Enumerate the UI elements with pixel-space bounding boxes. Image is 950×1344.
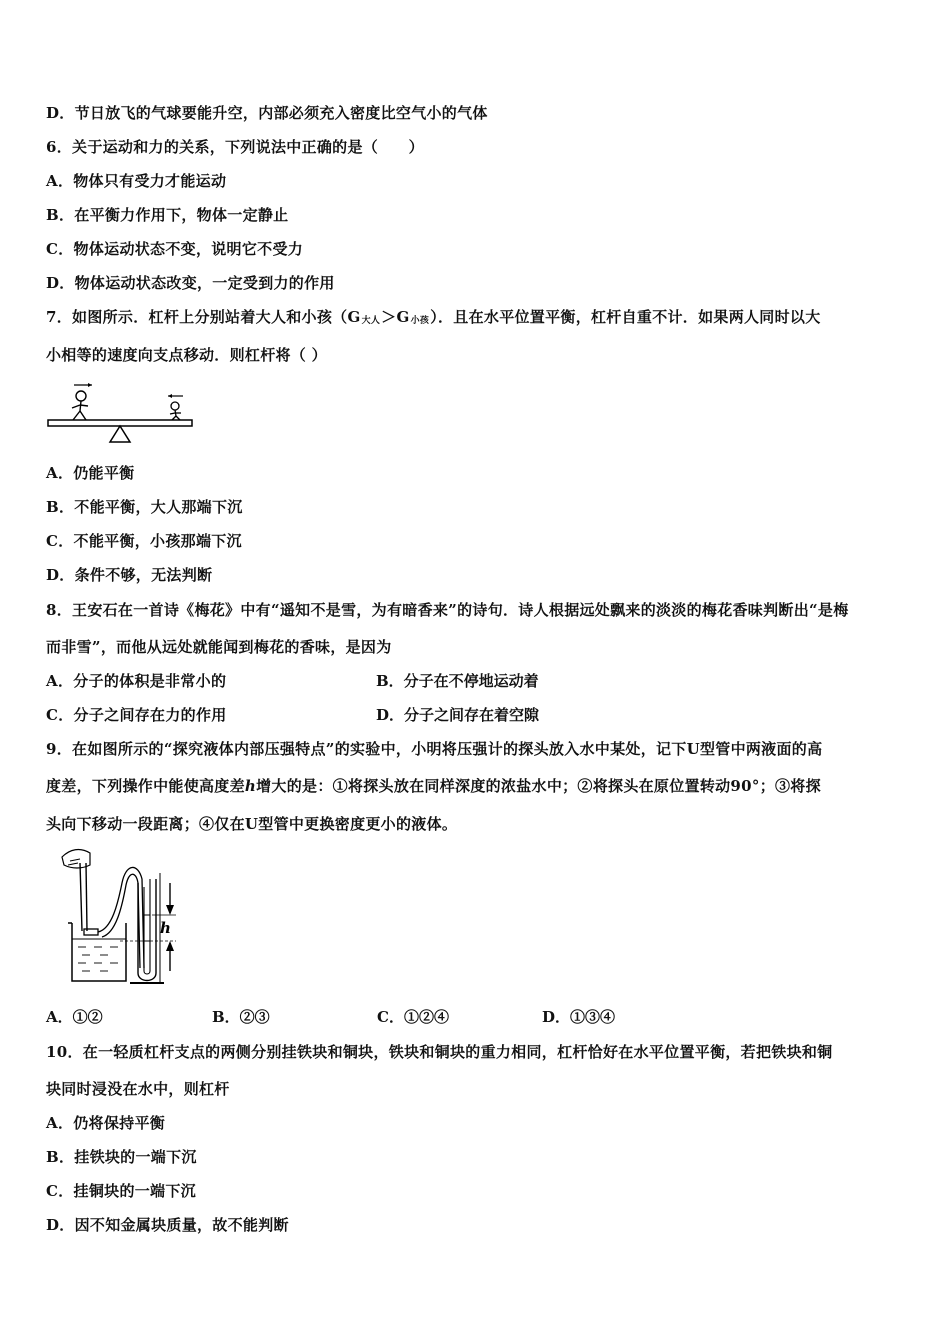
q8-stem-line1: 8．王安石在一首诗《梅花》中有“遥知不是雪，为有暗香来”的诗句．诗人根据远处飘来的淡淡的梅花香味判断出“是梅 (46, 601, 849, 619)
q7-sub-adult: 大人 (361, 316, 381, 326)
q6-option-c: C．物体运动状态不变，说明它不受力 (46, 240, 304, 258)
q10-option-a: A．仍将保持平衡 (46, 1114, 166, 1132)
q7-option-d: D．条件不够，无法判断 (46, 566, 213, 584)
q10-option-d: D．因不知金属块质量，故不能判断 (46, 1216, 289, 1234)
q7-stem-line1 (46, 306, 821, 327)
q7-option-a: A．仍能平衡 (46, 464, 135, 482)
q7-stem-part-a: 7．如图所示．杠杆上分别站着大人和小孩（G (46, 308, 361, 326)
q9-option-b: B．②③ (212, 1008, 270, 1026)
q7-seesaw-figure (44, 378, 196, 446)
q6-option-d: D．物体运动状态改变，一定受到力的作用 (46, 274, 335, 292)
q6-option-b: B．在平衡力作用下，物体一定静止 (46, 206, 289, 224)
q7-sub-child: 小孩 (410, 316, 430, 326)
q9-stem-line2 (46, 775, 821, 796)
q7-gt: ＞G (381, 308, 410, 326)
q9-pressure-gauge-figure (60, 843, 190, 988)
q8-stem-line2: 而非雪”，而他从远处就能闻到梅花的香味，是因为 (46, 638, 392, 656)
q9-figure-h-label: h (160, 919, 171, 937)
q9-option-d: D．①③④ (542, 1008, 616, 1026)
q8-option-a: A．分子的体积是非常小的 (46, 672, 227, 690)
q9-stem-line3: 头向下移动一段距离；④仅在U型管中更换密度更小的液体。 (46, 815, 458, 833)
q9-stem2-part-a: 度差，下列操作中能使高度差 (46, 777, 245, 795)
q9-h-symbol: h (244, 777, 257, 795)
q9-option-a: A．①② (46, 1008, 103, 1026)
q10-stem-line2: 块同时浸没在水中，则杠杆 (46, 1080, 230, 1098)
q10-option-b: B．挂铁块的一端下沉 (46, 1148, 197, 1166)
q5-option-d: D．节日放飞的气球要能升空，内部必须充入密度比空气小的气体 (46, 104, 488, 122)
q8-option-b: B．分子在不停地运动着 (376, 672, 539, 690)
q7-option-c: C．不能平衡，小孩那端下沉 (46, 532, 242, 550)
q9-stem-line1: 9．在如图所示的“探究液体内部压强特点”的实验中，小明将压强计的探头放入水中某处，记下U型管中两液面的高 (46, 740, 823, 758)
q6-option-a: A．物体只有受力才能运动 (46, 172, 227, 190)
q10-option-c: C．挂铜块的一端下沉 (46, 1182, 196, 1200)
q7-stem-part-b: ）．且在水平位置平衡，杠杆自重不计．如果两人同时以大 (430, 308, 821, 326)
q6-stem: 6．关于运动和力的关系，下列说法中正确的是（ ） (46, 138, 424, 156)
q9-option-c: C．①②④ (377, 1008, 449, 1026)
q8-option-c: C．分子之间存在力的作用 (46, 706, 227, 724)
q10-stem-line1: 10．在一轻质杠杆支点的两侧分别挂铁块和铜块，铁块和铜块的重力相同，杠杆恰好在水平位置平衡，若把铁块和铜 (46, 1043, 833, 1061)
q9-stem2-part-b: 增大的是：①将探头放在同样深度的浓盐水中；②将探头在原位置转动90°；③将探 (256, 777, 821, 795)
q7-stem-line2: 小相等的速度向支点移动．则杠杆将（ ） (46, 346, 327, 364)
q7-option-b: B．不能平衡，大人那端下沉 (46, 498, 243, 516)
q8-option-d: D．分子之间存在着空隙 (376, 706, 540, 724)
